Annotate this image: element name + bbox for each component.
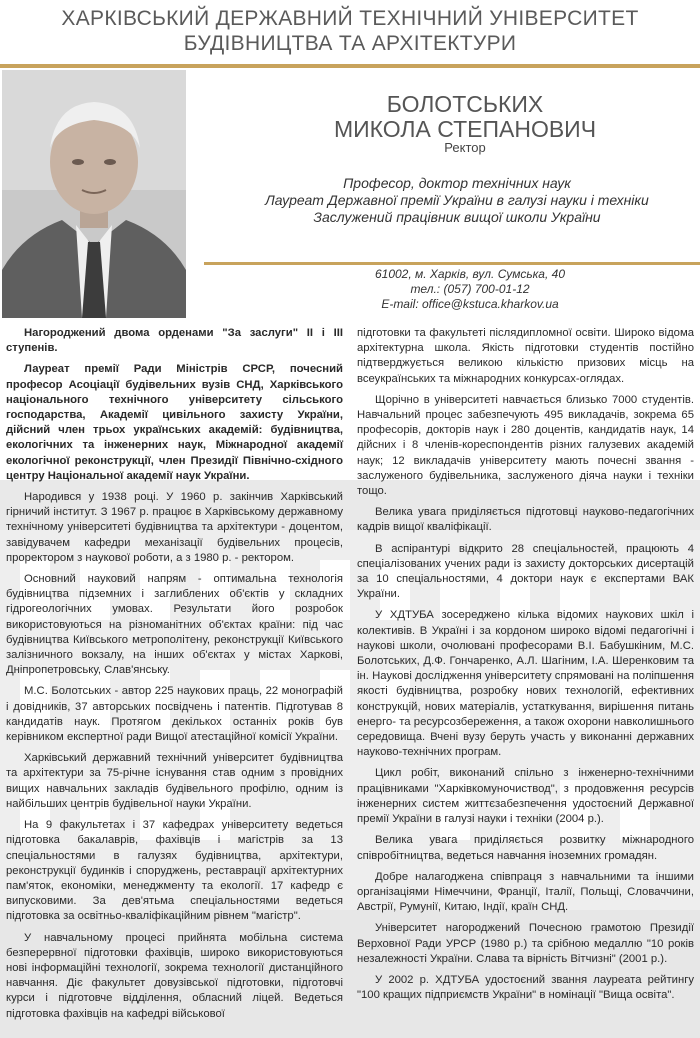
header-divider — [0, 64, 700, 68]
paragraph: Велика увага приділяється розвитку міжнародного співробітництва, ведеться навчання іноземних громадян. — [357, 834, 694, 862]
contact-block — [320, 267, 620, 312]
text-column-right — [357, 326, 694, 1009]
paragraph: Нагороджений двома орденами "За заслуги" ІІ і ІІІ ступенів. — [6, 327, 343, 355]
paragraph: В аспірантурі відкрито 28 спеціальностей, працюють 4 спеціалізованих учених ради із захисту докторських дисертацій за 10 спеціальностями, 4 доктори наук є експертами ВАК України. — [357, 542, 694, 601]
paragraph: Цикл робіт, виконаний спільно з інженерно-технічними працівниками "Харківкомуночиствод", з продовження ресурсів інженерних систем життєзабезпечення удостоєний Державної премії України в галузі науки і техніки (2004 р.). — [357, 767, 694, 826]
portrait-illustration — [2, 70, 186, 318]
contacts-divider — [204, 262, 700, 265]
rector-portrait-photo — [2, 70, 186, 318]
paragraph: Народився у 1938 році. У 1960 р. закінчив Харківський гірничий інститут. З 1967 р. працює в Харківському державному технічному університеті будівництва та архітектури - доцентом, завідувачем кафедри механізації будівельних процесів, проректором з наукової роботи, а з 1980 р. - ректором. — [6, 491, 343, 564]
email: E-mail: office@kstuca.kharkov.ua — [381, 297, 559, 311]
person-surname: БОЛОТСЬКИХ — [386, 91, 544, 117]
document-header — [0, 6, 700, 56]
paragraph: У ХДТУБА зосереджено кілька відомих наукових шкіл і колективів. В Україні і за кордоном широко відомі педагогічні і наукові школи, очолювані професорами В.І. Бабушкіним, М.С. Болотських, Д.Ф. Гончаренко, А.Л. Шагіним, І.А. Шеренковим та ін. Наукові дослідження університету спрямовані на поліпшення якості будівництва, розробку нових технологій, ефективних конструкцій, нових матеріалів, устаткування, вирішення питань енерго- та ресурсозбереження, а також охорони навколишнього середовища. Вчені вузу беруть участь у виконанні державних науково-технічних програм. — [357, 609, 694, 759]
person-role: Ректор — [444, 140, 486, 155]
title-line: Лауреат Державної премії України в галузі науки і техніки — [265, 192, 649, 208]
person-name — [330, 92, 600, 142]
paragraph: Щорічно в університеті навчається близько 7000 студентів. Навчальний процес забезпечують 495 викладачів, зокрема 65 професорів, докторів наук і 280 доцентів, кандидатів наук, 14 дійсних і 8 членів-кореспондентів різних галузевих академій наук; 12 викладачів університету мають почесні звання - заслуженого будівельника, заслуженого діяча науки і техніки тощо. — [357, 393, 694, 498]
paragraph: Університет нагороджений Почесною грамотою Президії Верховної Ради УРСР (1980 р.) та срібною медаллю "10 років незалежності України. Слава та вірність Вітчизні" (2001 р.). — [357, 922, 694, 965]
header-line-1: ХАРКІВСЬКИЙ ДЕРЖАВНИЙ ТЕХНІЧНИЙ УНІВЕРСИТЕТ — [61, 7, 639, 30]
paragraph: Лауреат премії Ради Міністрів СРСР, почесний професор Асоціації будівельних вузів СНД, Харківського національного технічного університету сільського господарства, Академії цивільного захисту України, дійсний член трьох українських академій: будівництва, екологічних та інженерних наук, Міжнародної академії екологічної реконструкції, член Президії Північно-східного центру Національної академії наук України. — [6, 363, 343, 482]
title-line: Професор, доктор технічних наук — [343, 175, 571, 191]
header-line-2: БУДІВНИЦТВА ТА АРХІТЕКТУРИ — [183, 32, 517, 55]
person-titles — [222, 175, 692, 226]
phone: тел.: (057) 700-01-12 — [410, 282, 530, 296]
paragraph: М.С. Болотських - автор 225 наукових праць, 22 монографій і довідників, 37 авторських посвідчень і патентів. Підготував 8 кандидатів наук. Протягом декількох останніх років був керівником експертної ради Вищої атестаційної комісії України. — [6, 685, 343, 744]
paragraph: Харківський державний технічний університет будівництва та архітектури за 75-річне існування став одним з провідних вищих навчальних закладів будівельного профілю, одним із найбільших центрів будівельної науки України. — [6, 752, 343, 810]
paragraph: Основний науковий напрям - оптимальна технологія будівництва підземних і заглиблених об'єктів у складних гідрогеологічних умовах. Результати його розробок використовуються на різноманітних об'єктах країни: під час будівництва Київського метрополітену, реконструкції Київського залізничного вокзалу, на інших об'єктах у містах Харкові, Дніпропетровську, Слав'янську. — [6, 573, 343, 677]
person-given-names: МИКОЛА СТЕПАНОВИЧ — [333, 116, 597, 142]
title-line: Заслужений працівник вищої школи України — [313, 209, 601, 225]
text-column-left — [6, 326, 343, 1028]
paragraph: Велика увага приділяється підготовці науково-педагогічних кадрів вищої кваліфікації. — [357, 506, 694, 534]
paragraph: У навчальному процесі прийнята мобільна система безперервної підготовки фахівців, широко використовуються нові інформаційні технології, зокрема технології дистанційного навчання. Діє факультет довузівської підготовки, підготовчі курси і підготовче відділення, обласний ліцей. Ведеться підготовка фахівців на кафедрі військової — [6, 931, 343, 1020]
paragraph: На 9 факультетах і 37 кафедрах університету ведеться підготовка бакалаврів, фахівців і магістрів за 13 спеціальностями в галузях будівництва, архітектури, реконструкції будинків і споруджень, реставрації архітектурних пам'яток, економіки, менеджменту та екології. 17 кафедр є випусковими. За дев'ятьма спеціальностями ведеться підготовка за освітньо-кваліфікаційним рівнем "магістр". — [6, 819, 343, 923]
paragraph: підготовки та факультеті післядипломної освіти. Широко відома архітектурна школа. Якість підготовки студентів постійно підтверджується великою кількістю призових місць на всеукраїнських та міжнародних конкурсах-оглядах. — [357, 327, 694, 385]
paragraph: У 2002 р. ХДТУБА удостоєний звання лауреата рейтингу "100 кращих підприємств України" в номінації "Вища освіта". — [357, 973, 694, 1002]
address: 61002, м. Харків, вул. Сумська, 40 — [374, 267, 565, 281]
paragraph: Добре налагоджена співпраця з навчальними та іншими організаціями Німеччини, Франції, Італії, Польщі, Словаччини, Австрії, Румунії, Китаю, Індії, країн СНД. — [357, 870, 694, 914]
